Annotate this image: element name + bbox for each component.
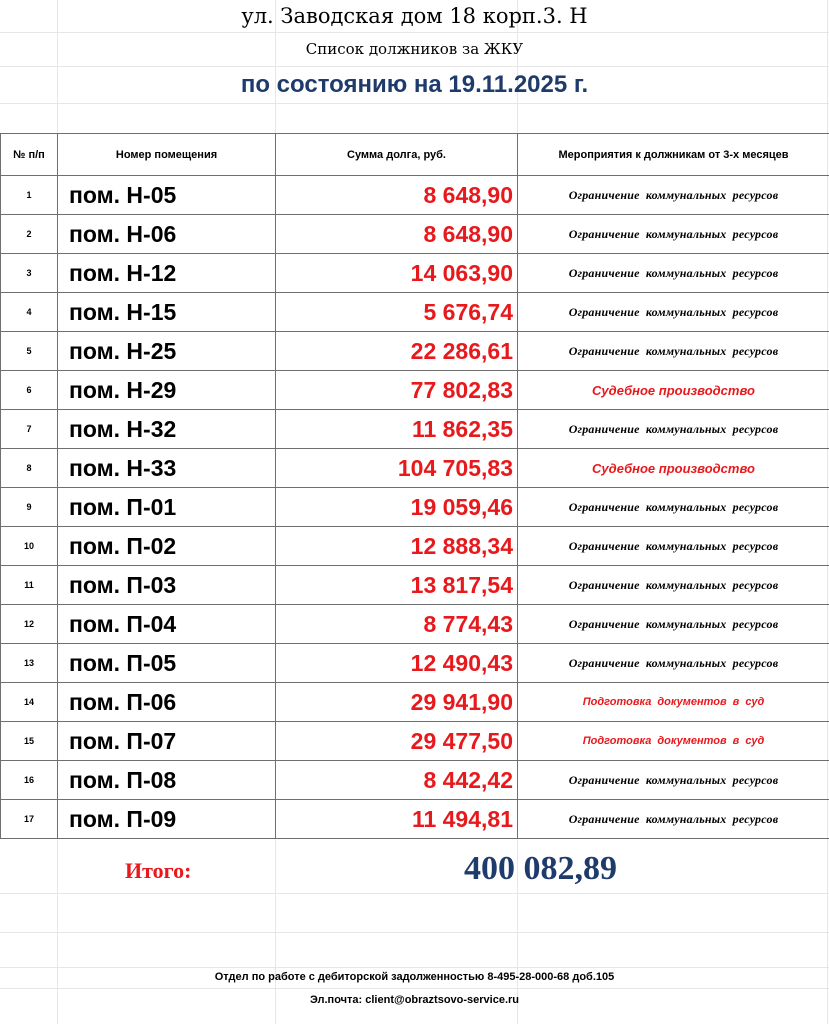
row-number: 5: [1, 332, 58, 371]
table-row: [1, 488, 829, 527]
table-row: [1, 566, 829, 605]
row-number: 17: [1, 800, 58, 839]
room-number: пом. Н-33: [58, 449, 276, 488]
column-header-room: Номер помещения: [58, 134, 276, 176]
debt-amount: 14 063,90: [276, 254, 518, 293]
row-number: 4: [1, 293, 58, 332]
debt-action: Судебное производство: [518, 371, 829, 410]
row-number: 10: [1, 527, 58, 566]
page-subtitle: Список должников за ЖКУ: [305, 40, 524, 58]
debt-action: Ограничение коммунальных ресурсов: [518, 605, 829, 644]
table-row: [1, 449, 829, 488]
table-row: [1, 332, 829, 371]
row-number: 11: [1, 566, 58, 605]
row-number: 14: [1, 683, 58, 722]
total-value: 400 082,89: [464, 850, 617, 887]
debt-action: Ограничение коммунальных ресурсов: [518, 566, 829, 605]
row-number: 16: [1, 761, 58, 800]
room-number: пом. Н-12: [58, 254, 276, 293]
room-number: пом. Н-25: [58, 332, 276, 371]
debt-amount: 8 648,90: [276, 176, 518, 215]
row-number: 7: [1, 410, 58, 449]
row-number: 15: [1, 722, 58, 761]
debt-action: Подготовка документов в суд: [518, 722, 829, 761]
grid-line: [0, 967, 829, 968]
debt-amount: 12 888,34: [276, 527, 518, 566]
table-header-row: [1, 134, 829, 176]
debt-action: Ограничение коммунальных ресурсов: [518, 410, 829, 449]
debt-action: Судебное производство: [518, 449, 829, 488]
debt-action: Ограничение коммунальных ресурсов: [518, 176, 829, 215]
room-number: пом. П-07: [58, 722, 276, 761]
row-number: 9: [1, 488, 58, 527]
table-row: [1, 293, 829, 332]
table-row: [1, 527, 829, 566]
table-row: [1, 176, 829, 215]
debt-amount: 29 477,50: [276, 722, 518, 761]
debt-amount: 19 059,46: [276, 488, 518, 527]
table-row: [1, 254, 829, 293]
debt-action: Ограничение коммунальных ресурсов: [518, 644, 829, 683]
table-row: [1, 410, 829, 449]
row-number: 12: [1, 605, 58, 644]
debt-amount: 5 676,74: [276, 293, 518, 332]
room-number: пом. П-03: [58, 566, 276, 605]
table-row: [1, 800, 829, 839]
debt-action: Ограничение коммунальных ресурсов: [518, 527, 829, 566]
room-number: пом. П-01: [58, 488, 276, 527]
row-number: 1: [1, 176, 58, 215]
row-number: 13: [1, 644, 58, 683]
grid-line: [0, 66, 829, 67]
debt-action: Ограничение коммунальных ресурсов: [518, 332, 829, 371]
room-number: пом. П-05: [58, 644, 276, 683]
table-body: [1, 176, 829, 839]
room-number: пом. Н-15: [58, 293, 276, 332]
debt-amount: 29 941,90: [276, 683, 518, 722]
row-number: 8: [1, 449, 58, 488]
column-header-action: Мероприятия к должникам от 3-х месяцев: [518, 134, 829, 176]
table-row: [1, 683, 829, 722]
room-number: пом. П-08: [58, 761, 276, 800]
debt-amount: 8 648,90: [276, 215, 518, 254]
debt-amount: 77 802,83: [276, 371, 518, 410]
debt-action: Подготовка документов в суд: [518, 683, 829, 722]
room-number: пом. Н-05: [58, 176, 276, 215]
debt-amount: 8 774,43: [276, 605, 518, 644]
debt-action: Ограничение коммунальных ресурсов: [518, 293, 829, 332]
grid-line: [0, 932, 829, 933]
total-label: Итого:: [125, 858, 192, 883]
room-number: пом. П-02: [58, 527, 276, 566]
room-number: пом. Н-29: [58, 371, 276, 410]
debt-amount: 8 442,42: [276, 761, 518, 800]
grid-line: [0, 103, 829, 104]
table-row: [1, 371, 829, 410]
debt-amount: 11 862,35: [276, 410, 518, 449]
debt-action: Ограничение коммунальных ресурсов: [518, 254, 829, 293]
status-date: по состоянию на 19.11.2025 г.: [240, 71, 589, 98]
room-number: пом. П-09: [58, 800, 276, 839]
debtors-table: [0, 133, 829, 839]
column-header-number: № п/п: [1, 134, 58, 176]
page-title: ул. Заводская дом 18 корп.3. Н: [241, 4, 588, 28]
table-row: [1, 761, 829, 800]
debt-action: Ограничение коммунальных ресурсов: [518, 800, 829, 839]
room-number: пом. П-06: [58, 683, 276, 722]
footer-contact-phone: Отдел по работе с дебиторской задолженностью 8-495-28-000-68 доб.105: [214, 971, 615, 983]
table-row: [1, 215, 829, 254]
row-number: 3: [1, 254, 58, 293]
debt-action: Ограничение коммунальных ресурсов: [518, 215, 829, 254]
room-number: пом. П-04: [58, 605, 276, 644]
table-row: [1, 722, 829, 761]
grid-line: [0, 893, 829, 894]
grid-line: [0, 32, 829, 33]
row-number: 6: [1, 371, 58, 410]
room-number: пом. Н-32: [58, 410, 276, 449]
debt-action: Ограничение коммунальных ресурсов: [518, 488, 829, 527]
debt-action: Ограничение коммунальных ресурсов: [518, 761, 829, 800]
debt-amount: 12 490,43: [276, 644, 518, 683]
grid-line: [0, 988, 829, 989]
row-number: 2: [1, 215, 58, 254]
debt-amount: 104 705,83: [276, 449, 518, 488]
footer-contact-email: Эл.почта: client@obraztsovo-service.ru: [309, 994, 520, 1006]
debt-amount: 11 494,81: [276, 800, 518, 839]
table-row: [1, 644, 829, 683]
room-number: пом. Н-06: [58, 215, 276, 254]
table-row: [1, 605, 829, 644]
debt-amount: 22 286,61: [276, 332, 518, 371]
column-header-sum: Сумма долга, руб.: [276, 134, 518, 176]
debt-amount: 13 817,54: [276, 566, 518, 605]
